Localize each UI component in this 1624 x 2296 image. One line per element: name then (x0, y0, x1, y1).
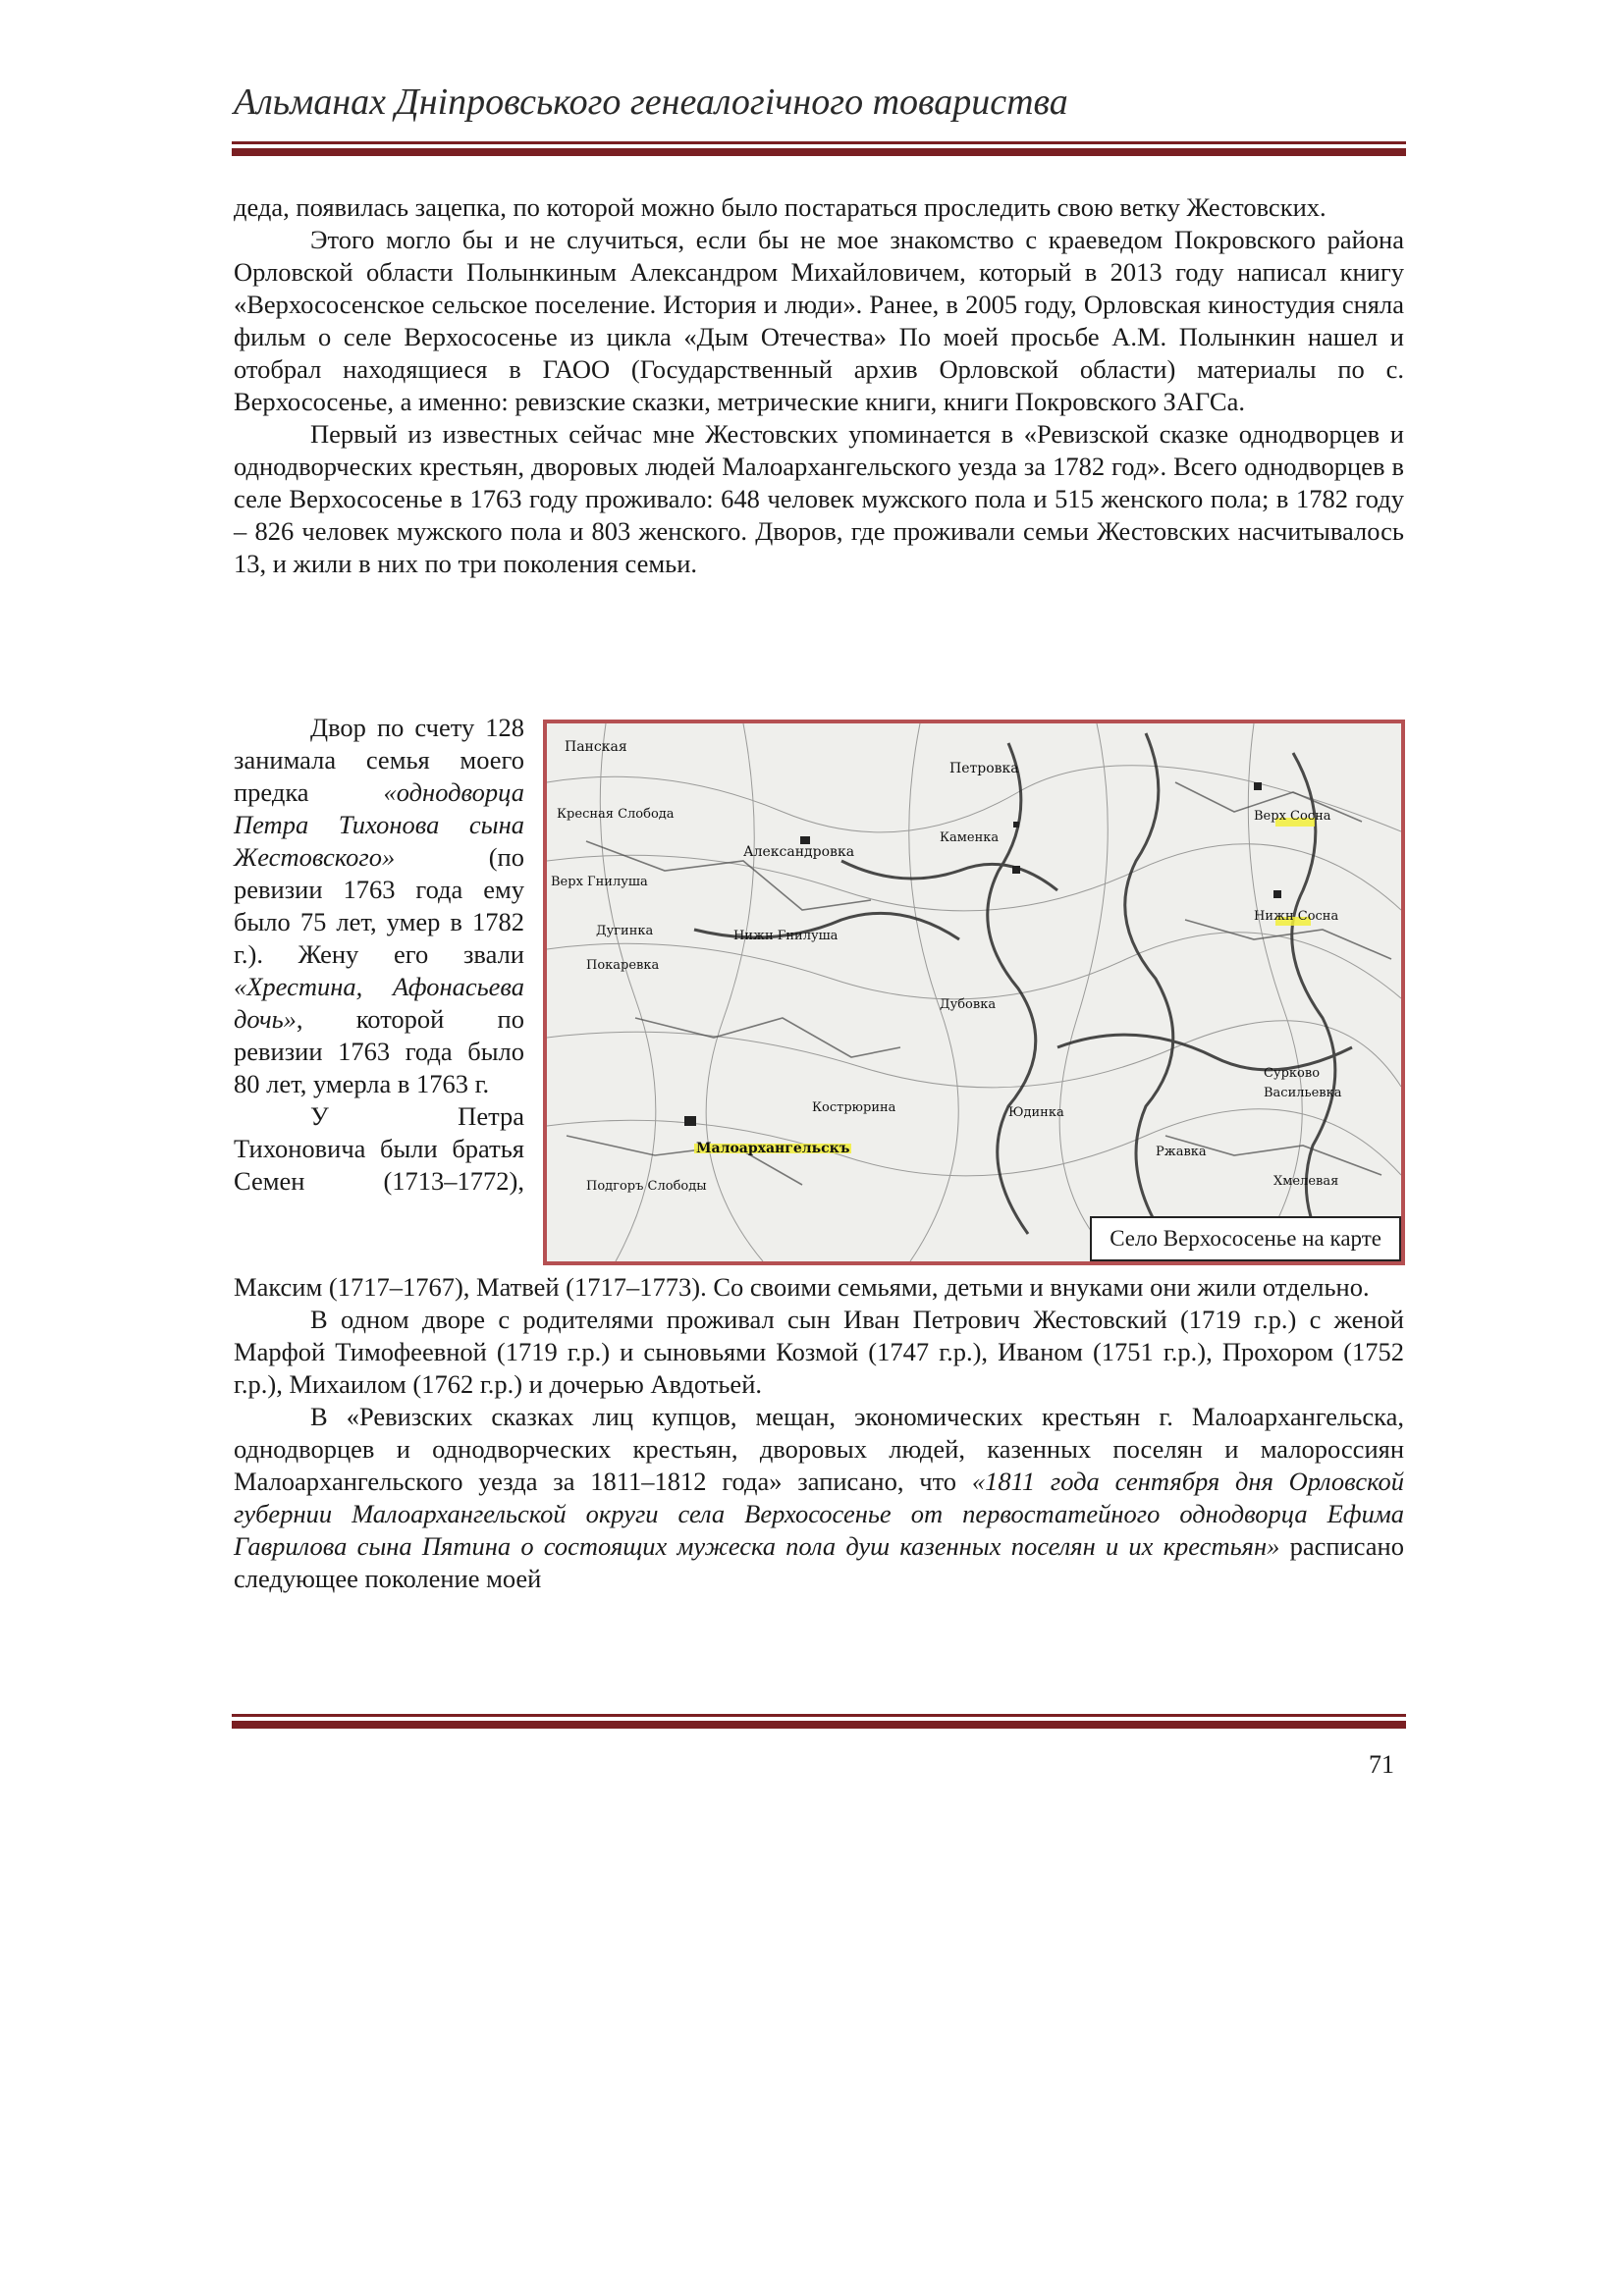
p7-text-b: расписано следующее поколение моей (234, 1531, 1404, 1593)
map-label-duginka: Дугинка (596, 924, 654, 938)
map-image (547, 723, 1401, 1261)
map-label-rzhavka: Ржавка (1156, 1145, 1207, 1159)
map-label-vasilevka: Васильевка (1264, 1086, 1342, 1100)
footer-rule (232, 1714, 1406, 1729)
p4-text-b: (по ревизии 1763 года ему было 75 лет, умер в 1782 г.). Жену его звали (234, 842, 524, 969)
map-label-podgor-slobody: Подгоръ Слободы (586, 1179, 707, 1194)
paragraph-2: Этого могло бы и не случиться, если бы не мое знакомство с краеведом Покровского района Орловской области Полынкиным Александром Михайловичем, который в 2013 году написал книгу «Верхососенское сельское поселение. История и люди». Ранее, в 2005 году, Орловская киностудия сняла фильм о селе Верхососенье из цикла «Дым Отечества» По моей просьбе А.М. Полынкин нашел и отобрал находящиеся в ГАОО (Государственный архив Орловской области) материалы по с. Верхососенье, а именно: ревизские сказки, метрические книги, книги Покровского ЗАГСа. (234, 225, 1404, 416)
p4-quote-2: «Хрестина, Афонасьева дочь» (234, 972, 524, 1034)
body-text-top (234, 191, 1404, 580)
header-rule (232, 141, 1406, 156)
map-label-aleksandrovka: Александровка (743, 844, 855, 860)
page-header-title: Альманах Дніпровського генеалогічного товариства (234, 81, 1068, 123)
map-label-petrovka: Петровка (949, 761, 1019, 776)
page-number: 71 (1369, 1750, 1394, 1779)
map-label-panskaya: Панская (565, 739, 627, 755)
map-label-pokarevka: Покаревка (586, 958, 660, 973)
paragraph-5-start: У Петра Тихоновича были братья Семен (1713–1772), (234, 1101, 524, 1196)
map-label-verkh-gnilusha: Верх Гнилуша (551, 875, 648, 889)
paragraph-5-cont: Максим (1717–1767), Матвей (1717–1773). Со своими семьями, детьми и внуками они жили отдельно. (234, 1272, 1370, 1302)
map-label-kostryurina: Кострюрина (812, 1100, 896, 1115)
side-column-text (234, 712, 524, 1198)
paragraph-4 (234, 712, 524, 1100)
paragraph-1: деда, появилась зацепка, по которой можно было постараться проследить свою ветку Жестовских. (234, 192, 1326, 222)
map-caption: Село Верхососенье на карте (1090, 1216, 1401, 1261)
map-label-maloarkhangelsk: Малоархангельскъ (696, 1141, 850, 1156)
p7-text-a: В «Ревизских сказках лиц купцов, мещан, экономических крестьян г. Малоархангельска, однодворцев и однодворческих крестьян, дворовых людей, казенных поселян и малороссиян Малоархангельского уезда за 1811–1812 года» записано, что (234, 1402, 1404, 1496)
map-label-verkh-sosna: Верх Сосна (1254, 809, 1331, 824)
p4-text-c: , которой по ревизии 1763 года было 80 лет, умерла в 1763 г. (234, 1004, 524, 1098)
map-label-surkovo: Сурково (1264, 1066, 1321, 1081)
map-label-yudinka: Юдинка (1008, 1105, 1064, 1120)
paragraph-7 (234, 1401, 1404, 1595)
map-label-kamenka: Каменка (940, 830, 1000, 845)
map-label-kresnaya-sloboda: Кресная Слобода (557, 807, 675, 822)
map-label-khmelevaya: Хмелевая (1273, 1174, 1339, 1189)
paragraph-6: В одном дворе с родителями проживал сын Иван Петрович Жестовский (1719 г.р.) с женой Марфой Тимофеевной (1719 г.р.) и сыновьями Козмой (1747 г.р.), Иваном (1751 г.р.), Прохором (1752 г.р.), Михаилом (1762 г.р.) и дочерью Авдотьей. (234, 1305, 1404, 1399)
map-figure (543, 720, 1405, 1265)
p4-quote-1: «однодворца Петра Тихонова сына Жестовского» (234, 777, 524, 872)
map-label-dubovka: Дубовка (940, 997, 997, 1012)
p4-text-a: Двор по счету 128 занимала семья моего предка (234, 713, 524, 807)
p7-quote: «1811 года сентября дня Орловской губернии Малоархангельской округи села Верхососенье от первостатейного однодворца Ефима Гаврилова сына Пятина о состоящих мужеска пола душ казенных поселян и их крестьян» (234, 1467, 1404, 1561)
map-label-nizhn-gnilusha: Нижн Гнилуша (733, 929, 839, 943)
map-label-nizhn-sosna: Нижн Сосна (1254, 909, 1339, 924)
body-text-bottom (234, 1271, 1404, 1595)
paragraph-3: Первый из известных сейчас мне Жестовских упоминается в «Ревизской сказке однодворцев и однодворческих крестьян, дворовых людей Малоархангельского уезда за 1782 год». Всего однодворцев в селе Верхососенье в 1763 году проживало: 648 человек мужского пола и 515 женского пола; в 1782 году – 826 человек мужского пола и 803 женского. Дворов, где проживали семьи Жестовских насчитывалось 13, и жили в них по три поколения семьи. (234, 419, 1404, 578)
